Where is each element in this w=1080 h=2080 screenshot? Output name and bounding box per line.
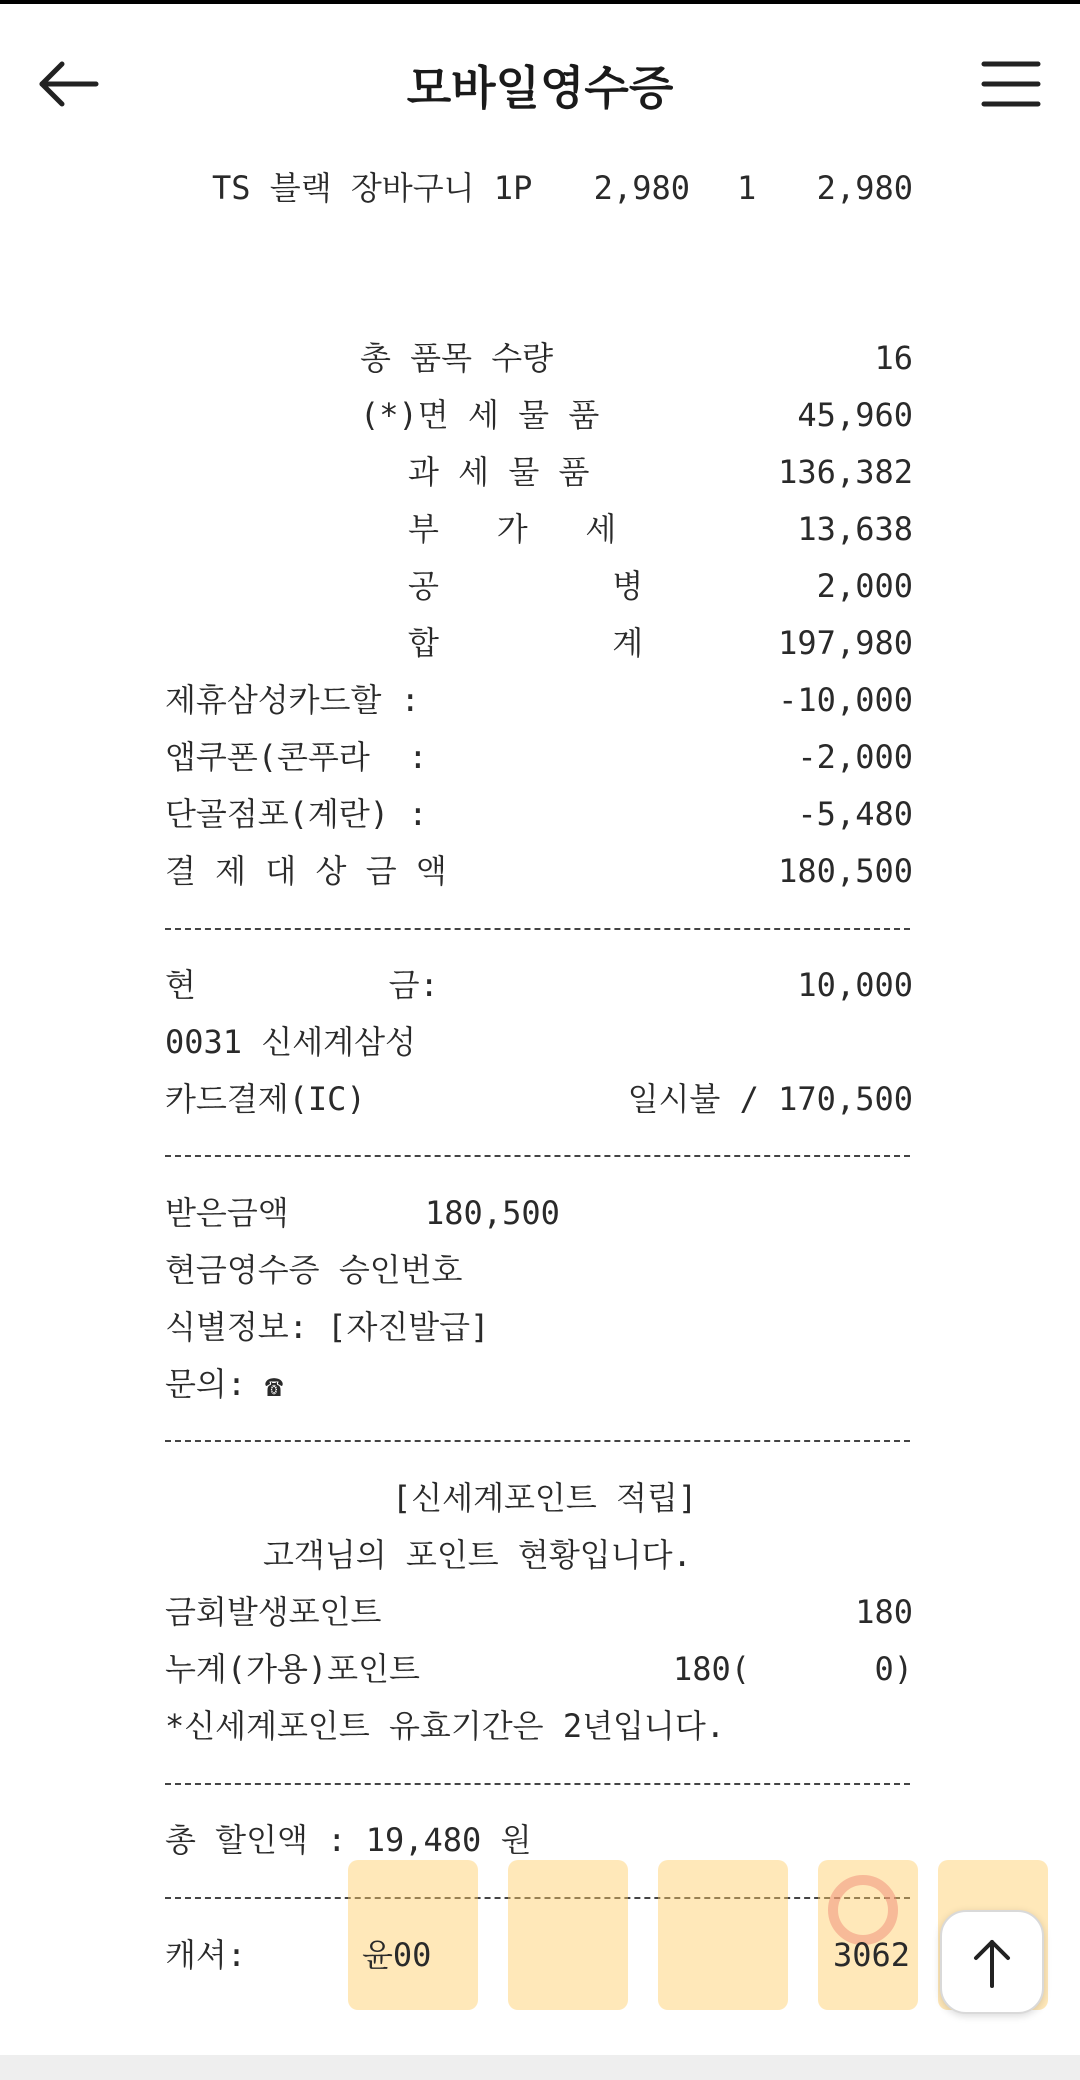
points-note: *신세계포인트 유효기간은 2년입니다. [165, 1707, 726, 1745]
summary-label: 과 세 물 품 [408, 453, 590, 491]
discount-value: -5,480 [797, 795, 913, 833]
summary-label: (*)면 세 물 품 [360, 396, 600, 434]
summary-label: 부 가 세 [408, 510, 617, 548]
bottom-bar [0, 2055, 1080, 2080]
menu-button[interactable] [970, 44, 1050, 124]
divider [165, 1440, 910, 1442]
payment-target-value: 180,500 [778, 852, 913, 890]
received-value: 180,500 [425, 1194, 560, 1232]
item-name: TS 블랙 장바구니 1P [212, 169, 533, 207]
summary-label: 총 품목 수량 [360, 339, 554, 377]
points-total-label: 누계(가용)포인트 [165, 1650, 420, 1688]
points-title: [신세계포인트 적립] [392, 1479, 698, 1517]
payment-target-label: 결 제 대 상 금 액 [165, 852, 447, 890]
card-payment-value: 일시불 / 170,500 [627, 1080, 913, 1118]
points-earned-value: 180 [855, 1593, 913, 1631]
summary-value: 45,960 [797, 396, 913, 434]
divider [165, 928, 910, 930]
scroll-to-top-button[interactable] [940, 1910, 1044, 2014]
item-qty: 1 [737, 169, 757, 207]
cash-label: 현 금: [165, 966, 439, 1004]
points-earned-label: 금회발생포인트 [165, 1593, 382, 1631]
hamburger-menu-icon [970, 44, 1050, 124]
arrow-up-icon [942, 1912, 1042, 2012]
cash-value: 10,000 [797, 966, 913, 1004]
summary-value: 197,980 [778, 624, 913, 662]
summary-label: 공 병 [408, 567, 644, 605]
page-title: 모바일영수증 [406, 61, 674, 115]
summary-value: 13,638 [797, 510, 913, 548]
summary-label: 합 계 [408, 624, 644, 662]
item-price: 2,980 [593, 169, 690, 207]
divider [165, 1155, 910, 1157]
cashier-id: 3062 [832, 1936, 910, 1974]
cashier-label: 캐셔: [165, 1936, 247, 1974]
item-amount: 2,980 [816, 169, 913, 207]
summary-value: 136,382 [778, 453, 913, 491]
app-header [0, 4, 1080, 154]
discount-label: 단골점포(계란) : [165, 795, 428, 833]
points-subtitle: 고객님의 포인트 현황입니다. [263, 1536, 692, 1574]
discount-label: 제휴삼성카드할 : [165, 681, 420, 719]
discount-label: 앱쿠폰(콘푸라 : [165, 738, 428, 776]
points-total-available: 0) [874, 1650, 913, 1688]
inquiry-label: 문의: [165, 1365, 247, 1403]
card-number-name: 0031 신세계삼성 [165, 1023, 416, 1061]
card-payment-label: 카드결제(IC) [165, 1080, 366, 1118]
received-label: 받은금액 [165, 1194, 289, 1232]
phone-icon: ☎ [265, 1369, 284, 1404]
discount-value: -10,000 [778, 681, 913, 719]
discount-value: -2,000 [797, 738, 913, 776]
total-discount: 총 할인액 : 19,480 원 [165, 1821, 532, 1859]
cashier-name: 윤00 [362, 1936, 432, 1974]
divider [165, 1783, 910, 1785]
summary-value: 2,000 [816, 567, 913, 605]
summary-value: 16 [874, 339, 913, 377]
id-info: 식별정보: [자진발급] [165, 1308, 490, 1346]
cash-receipt-label: 현금영수증 승인번호 [165, 1251, 463, 1289]
points-total-value: 180( [673, 1650, 751, 1688]
